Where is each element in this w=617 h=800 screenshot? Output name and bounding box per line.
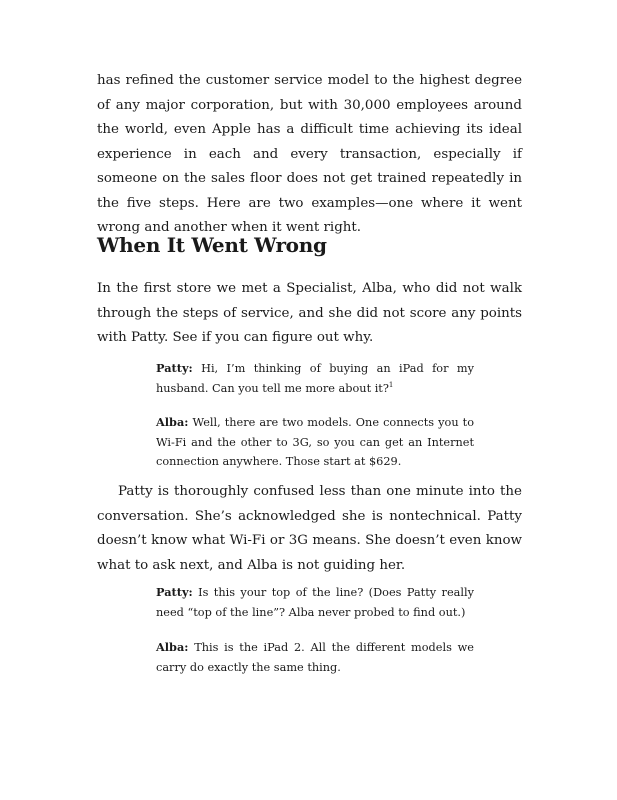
dialog-line-alba-1: [156, 413, 474, 472]
body-paragraph-store-visit: In the first store we met a Specialist, Alba, who did not walk through the steps of service, and she did not score any points with Patty. See if you can figure out why.: [97, 281, 522, 345]
dialog-text: Hi, I’m thinking of buying an iPad for my husband. Can you tell me more about it?: [156, 362, 474, 395]
dialog-text: Is this your top of the line? (Does Patty really need “top of the line”? Alba never probed to find out.): [156, 586, 474, 619]
dialog-text: Well, there are two models. One connects you to Wi-Fi and the other to 3G, so you can get an Internet connection anywhere. Those start at $629.: [156, 416, 474, 468]
dialog-text: This is the iPad 2. All the different models we carry do exactly the same thing.: [156, 641, 474, 674]
body-paragraph-analysis: Patty is thoroughly confused less than one minute into the conversation. She’s acknowledged she is nontechnical. Patty doesn’t know what Wi-Fi or 3G means. She doesn’t even know what to ask next, and Alba is not guiding her.: [97, 484, 522, 573]
dialog-line-patty-2: [156, 583, 474, 622]
speaker-label: Alba:: [156, 640, 189, 654]
speaker-label: Patty:: [156, 585, 193, 599]
body-paragraph-intro: has refined the customer service model to the highest degree of any major corporation, but with 30,000 employees around the world, even Apple has a difficult time achieving its ideal experience in each and every transaction, especially if someone on the sales floor does not get trained repeatedly in the five steps. Here are two examples—one where it went wrong and another when it went right.: [97, 73, 522, 235]
footnote-marker: 1: [388, 380, 394, 389]
dialog-line-alba-2: [156, 638, 474, 677]
speaker-label: Alba:: [156, 415, 189, 429]
speaker-label: Patty:: [156, 361, 193, 375]
section-heading: When It Went Wrong: [97, 233, 327, 257]
dialog-line-patty-1: [156, 359, 474, 398]
